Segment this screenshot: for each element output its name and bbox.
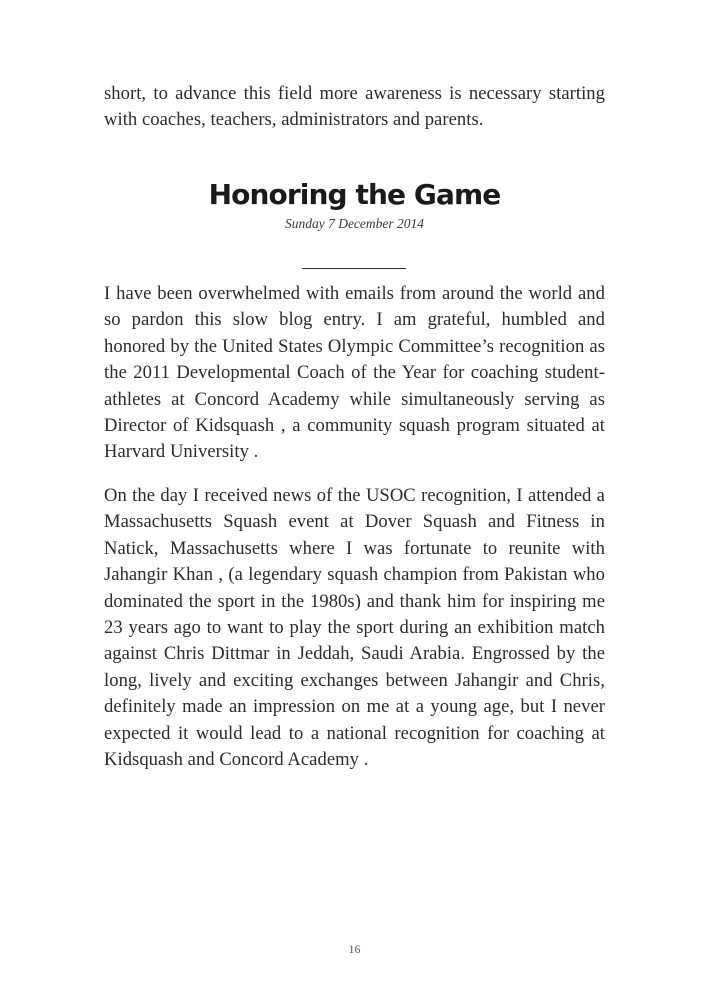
section-divider — [302, 268, 406, 269]
page-number: 16 — [348, 942, 361, 956]
body-paragraph-1: I have been overwhelmed with emails from around the world and so pardon this slow blog entry. I am grateful, humbled and honored by the United States Olympic Committee’s recognition as the 2011 Developmental Coach of the Year for coaching student-athletes at Concord Academy while simultaneously serving as Director of Kidsquash , a community squash program situated at Harvard University . — [104, 283, 605, 463]
section-title: Honoring the Game — [208, 178, 501, 211]
section-date: Sunday 7 December 2014 — [284, 216, 425, 231]
intro-paragraph: short, to advance this field more awareness is necessary starting with coaches, teachers, administrators and parents. — [104, 83, 605, 131]
body-paragraph-2: On the day I received news of the USOC recognition, I attended a Massachusetts Squash event at Dover Squash and Fitness in Natick, Massachusetts where I was fortunate to reunite with Jahangir Khan , (a legendary squash champion from Pakistan who dominated the sport in the 1980s) and thank him for inspiring me 23 years ago to want to play the sport during an exhibition match against Chris Dittmar in Jeddah, Saudi Arabia. Engrossed by the long, lively and exciting exchanges between Jahangir and Chris, definitely made an impression on me at a young age, but I never expected it would lead to a national recognition for coaching at Kidsquash and Concord Academy . — [104, 485, 605, 771]
